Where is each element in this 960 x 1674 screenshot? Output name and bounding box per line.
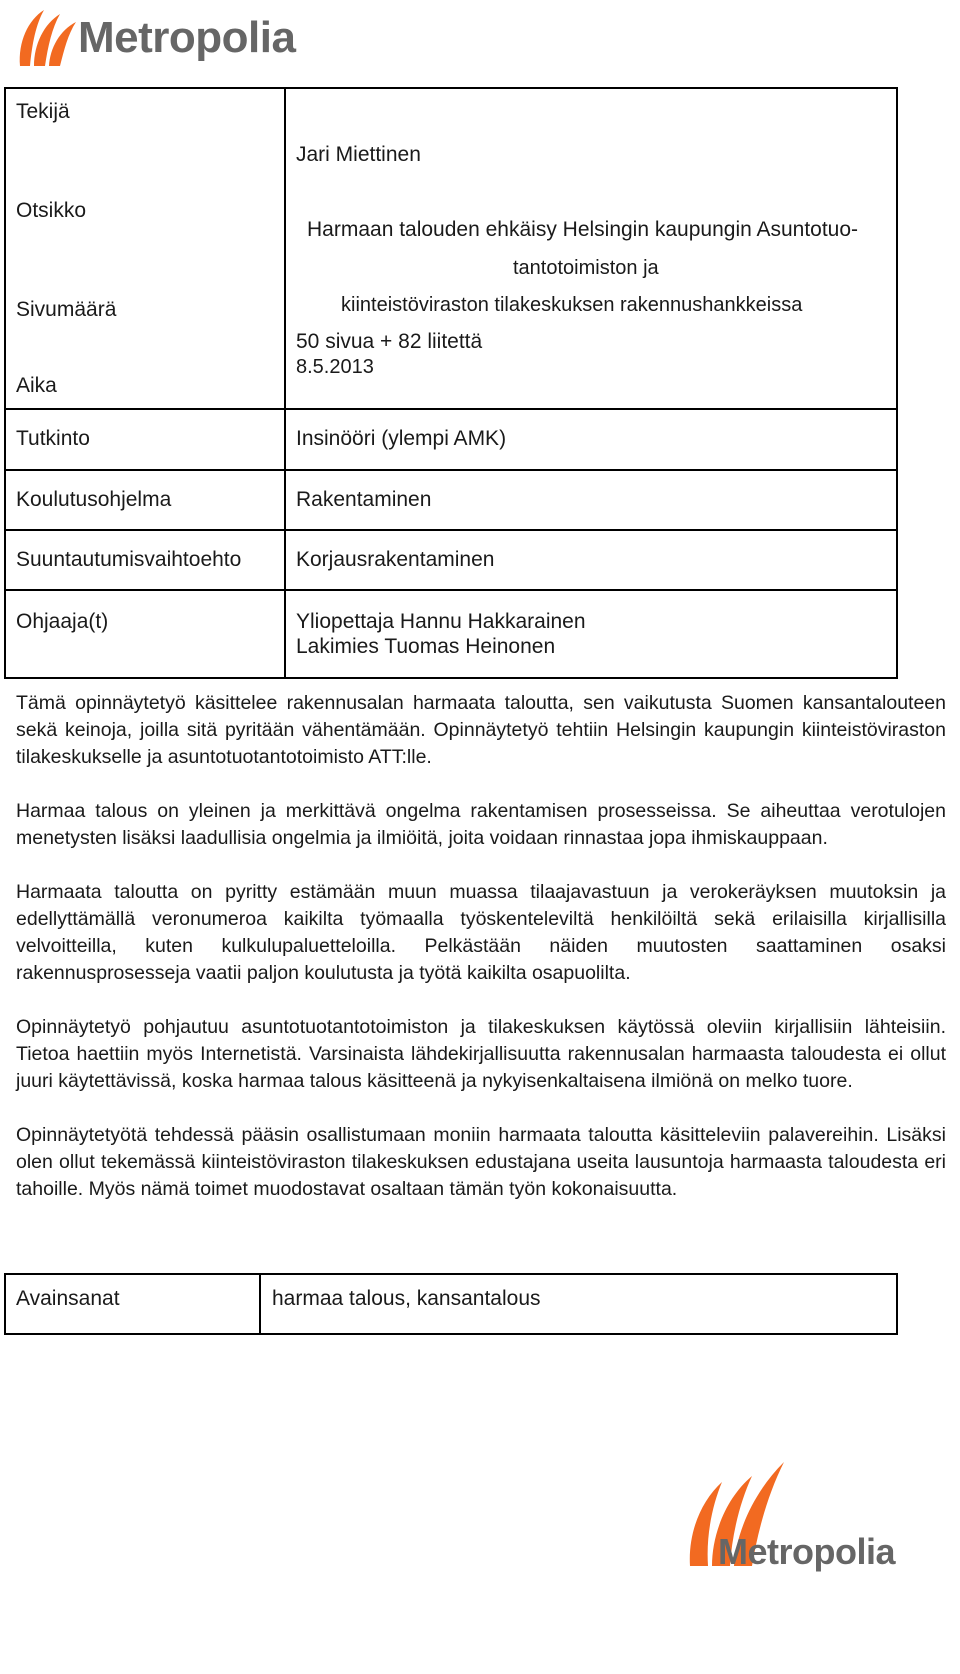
supervisor-2: Lakimies Tuomas Heinonen bbox=[296, 635, 556, 658]
abstract-paragraph: Opinnäytetyötä tehdessä pääsin osallistumaan moniin harmaata taloutta käsitteleviin palavereihin. Lisäksi olen ollut tekemässä kiinteistöviraston tilakeskuksen edustajana useita lausuntoja harmaasta taloudesta eri tahoille. Myös nämä toimet muodostavat osaltaan tämän työn kokonaisuutta. bbox=[16, 1124, 946, 1200]
author-value: Jari Miettinen bbox=[296, 143, 421, 166]
metropolia-wordmark: Metropolia bbox=[718, 1531, 896, 1572]
date-label: Aika bbox=[16, 374, 57, 397]
metropolia-flame-icon bbox=[14, 2, 80, 68]
programme-value: Rakentaminen bbox=[296, 488, 432, 511]
abstract-paragraph: Harmaa talous on yleinen ja merkittävä ongelma rakentamisen prosesseissa. Se aiheuttaa verotulojen menetysten lisäksi laadullisia ongelmia ja ilmiöitä, joita voidaan rinnastaa jopa ihmiskauppaan. bbox=[16, 800, 946, 849]
author-label: Tekijä bbox=[16, 100, 70, 123]
specialisation-value: Korjausrakentaminen bbox=[296, 548, 495, 571]
title-line-3: kiinteistöviraston tilakeskuksen rakennushankkeissa bbox=[341, 294, 803, 316]
abstract-paragraph: Harmaata taloutta on pyritty estämään muun muassa tilaajavastuun ja verokeräyksen muutoksin ja edellyttämällä veronumeroa kaikilta työmaalla työskenteleviltä henkilöiltä sekä erilaisilla kirjallisilla velvoitteilla, kuten kulkulupaluetteloilla. Pelkästään näiden muutosten saattaminen osaksi rakennusprosesseja vaatii paljon koulutusta ja työtä kaikilta osapuolilta. bbox=[16, 881, 946, 984]
pages-label: Sivumäärä bbox=[16, 298, 117, 321]
specialisation-label: Suuntautumisvaihtoehto bbox=[16, 548, 242, 571]
keywords-label: Avainsanat bbox=[16, 1287, 120, 1310]
date-value: 8.5.2013 bbox=[296, 356, 374, 378]
degree-value: Insinööri (ylempi AMK) bbox=[296, 427, 507, 450]
abstract-text bbox=[16, 690, 946, 1230]
pages-value: 50 sivua + 82 liitettä bbox=[296, 330, 483, 353]
metropolia-logo-bottom bbox=[686, 1454, 906, 1570]
metropolia-logo-top bbox=[14, 2, 314, 68]
supervisor-1: Yliopettaja Hannu Hakkarainen bbox=[296, 610, 586, 633]
title-line-2: tantotoimiston ja bbox=[513, 257, 659, 279]
programme-label: Koulutusohjelma bbox=[16, 488, 172, 511]
supervisors-label: Ohjaaja(t) bbox=[16, 610, 109, 633]
keywords-value: harmaa talous, kansantalous bbox=[272, 1287, 541, 1310]
degree-label: Tutkinto bbox=[16, 427, 90, 450]
abstract-paragraph: Tämä opinnäytetyö käsittelee rakennusalan harmaata taloutta, sen vaikutusta Suomen kansantalouteen sekä keinoja, joilla sitä pyritään vähentämään. Opinnäytetyö tehtiin Helsingin kaupungin kiinteistöviraston tilakeskukselle ja asuntotuotantotoimisto ATT:lle. bbox=[16, 692, 946, 768]
title-label: Otsikko bbox=[16, 199, 87, 222]
title-line-1: Harmaan talouden ehkäisy Helsingin kaupungin Asuntotuo- bbox=[307, 218, 859, 241]
metropolia-wordmark: Metropolia bbox=[78, 13, 296, 62]
abstract-paragraph: Opinnäytetyö pohjautuu asuntotuotantotoimiston ja tilakeskuksen käytössä oleviin kirjallisiin lähteisiin. Tietoa haettiin myös Internetistä. Varsinaista lähdekirjallisuutta rakennusalan harmaasta taloudesta ei ollut juuri käytettävissä, koska harmaa talous käsitteenä ja nykyisenkaltaisena ilmiönä on melko tuore. bbox=[16, 1016, 946, 1092]
